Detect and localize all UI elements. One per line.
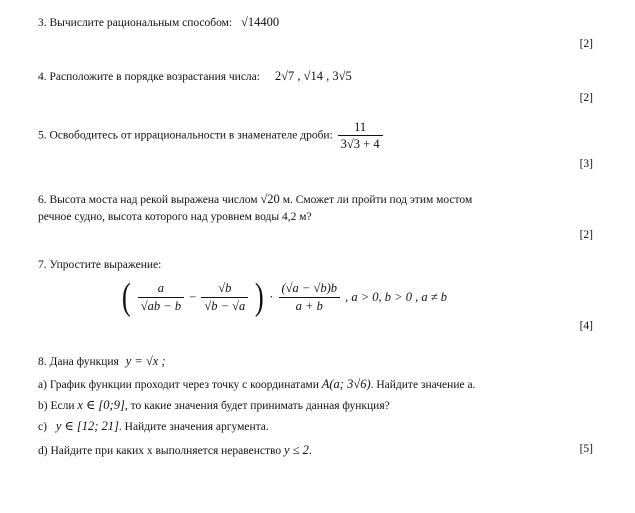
task-7-frac-3: [279, 281, 340, 313]
task-5-points: [3]: [579, 158, 593, 170]
part-c-math: y ∈ [12; 21]: [55, 419, 119, 433]
part-d-text: Найдите при каких x выполняется неравенство: [50, 445, 282, 457]
task-8-points: [5]: [579, 443, 593, 455]
task-7: [38, 259, 161, 272]
task-6-number: 6.: [38, 194, 47, 206]
task-8-part-b: [38, 398, 390, 413]
part-b-label: b): [38, 400, 48, 412]
task-8-part-d: [38, 443, 312, 458]
part-d-math: y ≤ 2: [283, 443, 309, 457]
task-7-number: 7.: [38, 259, 47, 271]
part-d-rest: .: [308, 445, 312, 457]
part-a-text: График функции проходит через точку с координатами: [49, 379, 319, 391]
task-5-text: Освободитесь от иррациональности в знаменателе дроби:: [49, 129, 333, 142]
part-b-rest: , то какие значения будет принимать данная функция?: [124, 400, 390, 412]
task-3-math: √14400: [241, 15, 280, 29]
task-8-text: Дана функция: [49, 356, 119, 368]
task-7-frac-1-den: √ab − b: [140, 298, 182, 313]
task-6-text-rest: м. Сможет ли пройти под этим мостом: [282, 194, 473, 206]
task-8-part-c: [38, 419, 269, 434]
part-a-math: A(a; 3√6): [321, 377, 371, 391]
task-7-text: Упростите выражение:: [49, 259, 162, 271]
task-3-number: 3.: [38, 17, 47, 29]
task-8-number: 8.: [38, 356, 47, 368]
task-4-points: [2]: [579, 92, 593, 104]
task-7-dot: ·: [269, 289, 274, 304]
task-7-frac-2: [201, 281, 248, 313]
task-7-conditions: , a > 0, b > 0 , a ≠ b: [345, 289, 447, 304]
task-7-frac-2-den: √b − √a: [204, 298, 246, 313]
task-5-fraction-numerator: 11: [338, 120, 383, 136]
part-a-rest: . Найдите значение a.: [370, 379, 476, 391]
task-7-frac-1: [138, 281, 184, 313]
task-5: [38, 120, 385, 152]
part-c-rest: . Найдите значения аргумента.: [118, 421, 269, 433]
right-paren: ): [255, 276, 265, 318]
task-7-points: [4]: [579, 320, 593, 332]
task-6-line-1: [38, 192, 472, 207]
task-5-fraction: [338, 120, 383, 152]
task-5-fraction-denominator: 3√3 + 4: [340, 137, 380, 152]
task-8-math: y = √x ;: [125, 354, 166, 368]
task-7-expression: [120, 278, 447, 316]
task-7-minus: −: [189, 289, 197, 304]
task-6-points: [2]: [579, 229, 593, 241]
task-6-text: Высота моста над рекой выражена числом: [49, 194, 258, 206]
task-3-text: Вычислите рациональным способом:: [49, 17, 233, 29]
task-6-line-2: речное судно, высота которого над уровнем воды 4,2 м?: [38, 211, 312, 223]
task-4-text: Расположите в порядке возрастания числа:: [49, 71, 260, 83]
task-4-math: 2√7 , √14 , 3√5: [274, 69, 352, 83]
task-7-frac-1-num: a: [138, 281, 184, 297]
part-d-label: d): [38, 445, 48, 457]
part-c-label: c): [38, 421, 47, 433]
task-3: [38, 15, 279, 30]
task-8-part-a: [38, 377, 475, 392]
task-4-number: 4.: [38, 71, 47, 83]
task-8: [38, 354, 166, 369]
part-a-label: a): [38, 379, 47, 391]
task-3-points: [2]: [579, 38, 593, 50]
part-b-text: Если: [50, 400, 75, 412]
left-paren: (: [121, 276, 131, 318]
task-5-number: 5.: [38, 129, 47, 142]
part-b-math: x ∈ [0;9]: [77, 398, 125, 412]
task-4: [38, 69, 352, 84]
task-7-frac-3-den: a + b: [295, 298, 323, 313]
task-7-frac-3-num: (√a − √b)b: [279, 281, 340, 297]
task-7-frac-2-num: √b: [201, 281, 248, 297]
task-6-math: √20: [260, 192, 280, 206]
